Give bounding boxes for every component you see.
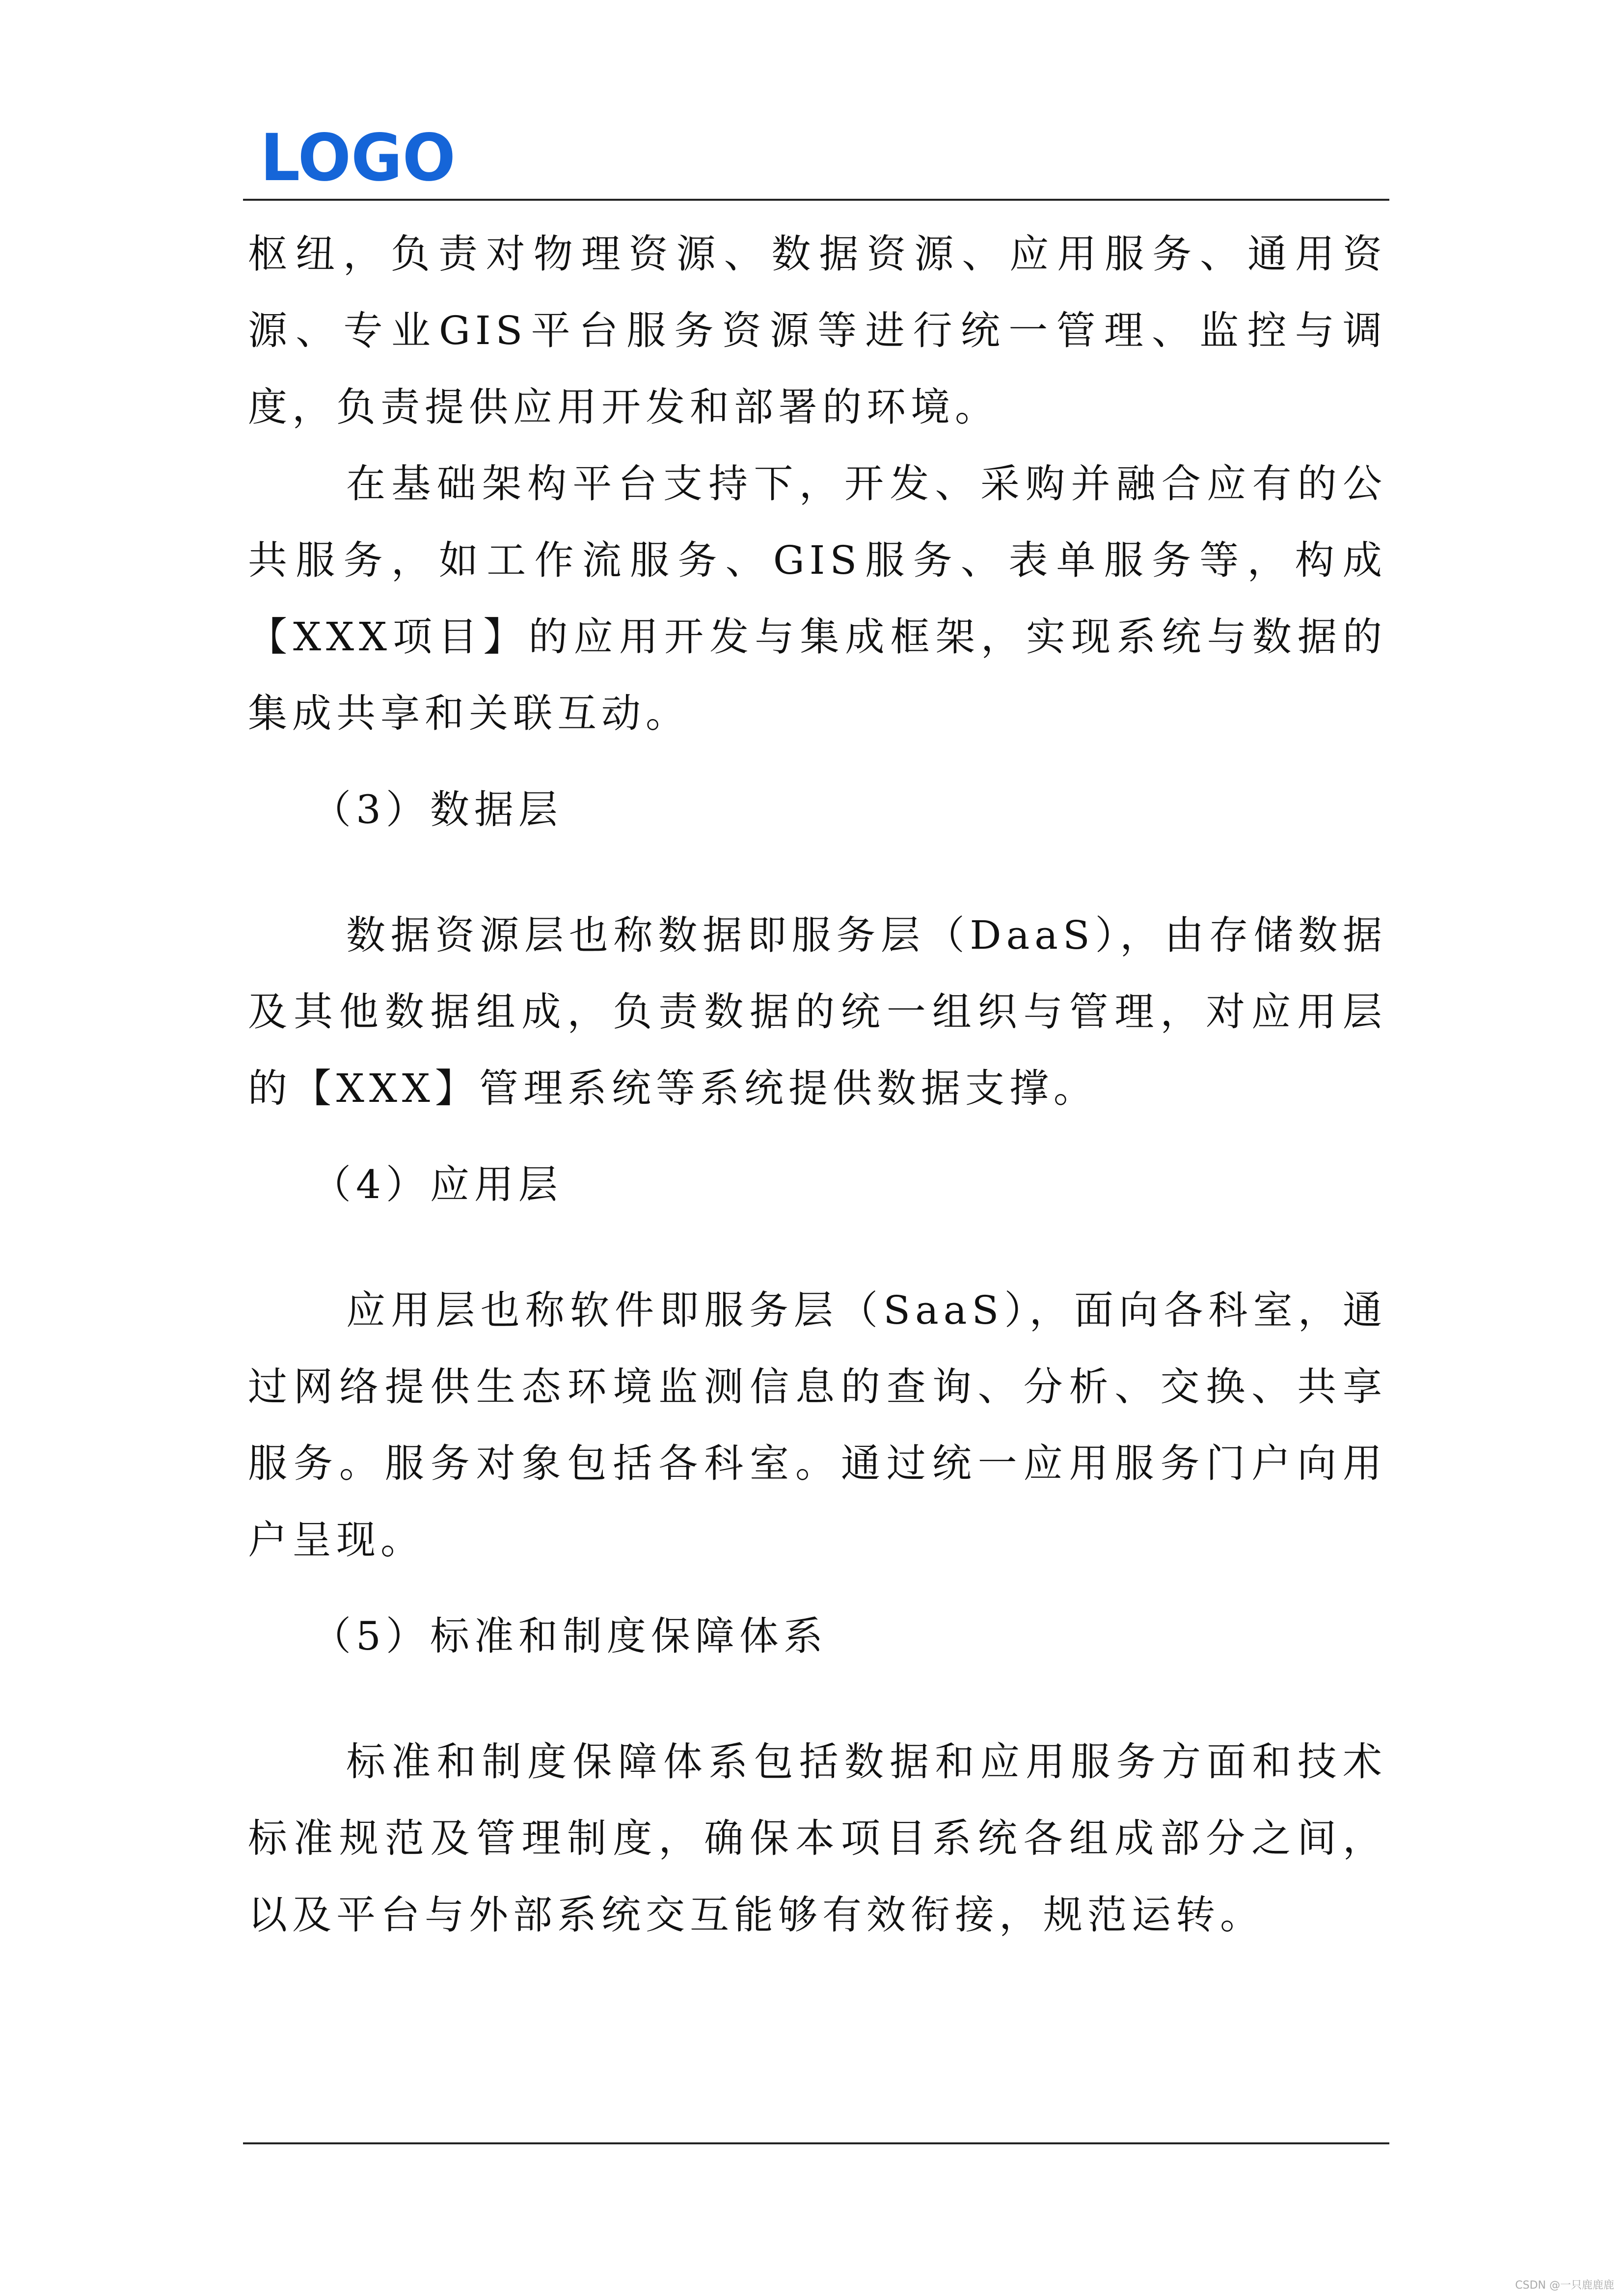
paragraph-5: 标准和制度保障体系包括数据和应用服务方面和技术标准规范及管理制度，确保本项目系统各组成部分之间，以及平台与外部系统交互能够有效衔接，规范运转。 xyxy=(248,1739,1387,1938)
header-rule xyxy=(243,199,1389,201)
logo xyxy=(260,125,457,189)
footer-rule xyxy=(243,2142,1389,2144)
section-heading-4: （4）应用层 xyxy=(312,1162,563,1207)
paragraph-2: 在基础架构平台支持下，开发、采购并融合应有的公共服务，如工作流服务、GIS服务、表单服务等，构成【XXX项目】的应用开发与集成框架，实现系统与数据的集成共享和关联互动。 xyxy=(248,461,1387,736)
paragraph-3: 数据资源层也称数据即服务层（DaaS），由存储数据及其他数据组成，负责数据的统一组织与管理，对应用层的【XXX】管理系统等系统提供数据支撑。 xyxy=(248,912,1387,1111)
section-heading-3: （3）数据层 xyxy=(312,787,563,832)
section-heading-5: （5）标准和制度保障体系 xyxy=(312,1613,828,1659)
logo-text: LOGO xyxy=(260,125,456,189)
watermark: CSDN @一只鹿鹿鹿 xyxy=(1515,2279,1614,2292)
paragraph-1: 枢纽，负责对物理资源、数据资源、应用服务、通用资源、专业GIS平台服务资源等进行统一管理、监控与调度，负责提供应用开发和部署的环境。 xyxy=(248,231,1387,430)
paragraph-4: 应用层也称软件即服务层（SaaS），面向各科室，通过网络提供生态环境监测信息的查询、分析、交换、共享服务。服务对象包括各科室。通过统一应用服务门户向用户呈现。 xyxy=(248,1287,1387,1563)
document-body xyxy=(248,216,1387,1953)
